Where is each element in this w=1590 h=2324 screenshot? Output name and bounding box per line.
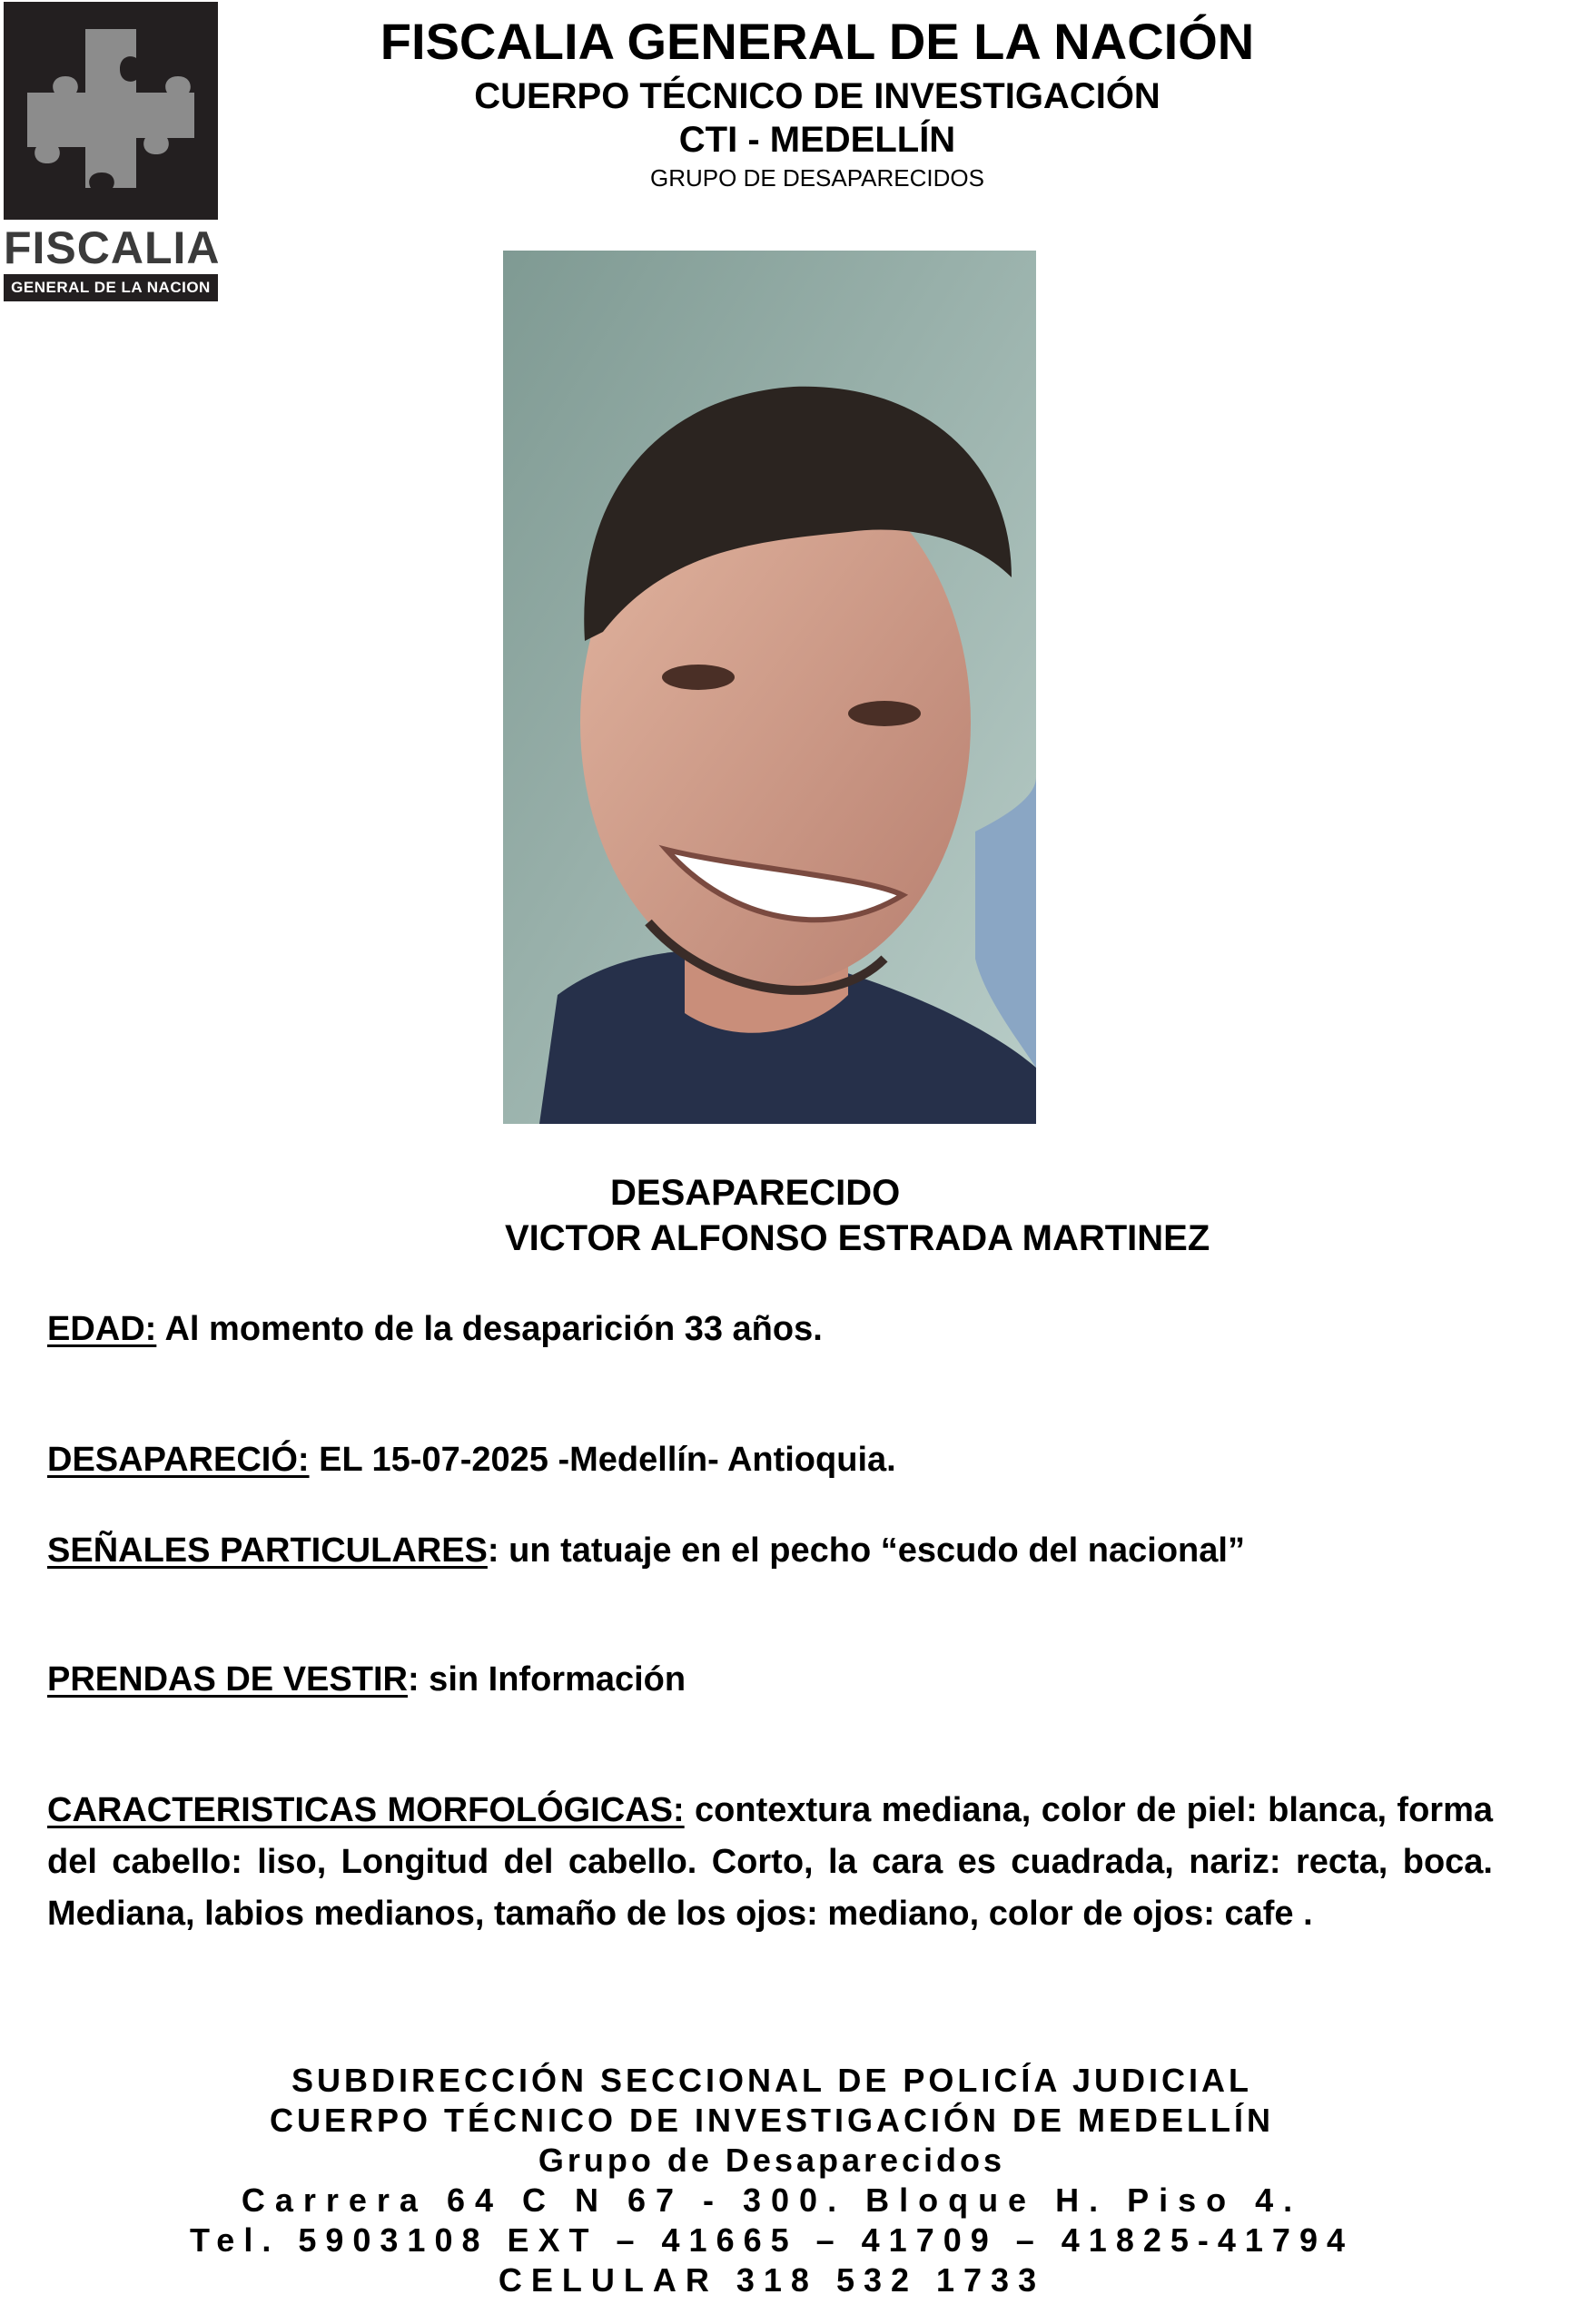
- missing-person-photo: [503, 251, 1036, 1124]
- field-senales: [47, 1529, 1245, 1572]
- footer-line-subdireccion: SUBDIRECCIÓN SECCIONAL DE POLICÍA JUDICIAL: [291, 2062, 1253, 2099]
- field-senales-label: SEÑALES PARTICULARES: [47, 1531, 488, 1570]
- field-desaparecio-label: DESAPARECIÓ:: [47, 1441, 310, 1479]
- person-name: VICTOR ALFONSO ESTRADA MARTINEZ: [505, 1218, 1210, 1258]
- logo-subtitle: GENERAL DE LA NACION: [4, 274, 218, 301]
- puzzle-piece-icon: [4, 2, 218, 220]
- field-prendas-value: : sin Información: [407, 1660, 686, 1699]
- field-desaparecio-value: EL 15-07-2025 -Medellín- Antioquia.: [309, 1441, 896, 1479]
- header-subtitle: CUERPO TÉCNICO DE INVESTIGACIÓN: [474, 76, 1160, 116]
- footer-line-cuerpo: CUERPO TÉCNICO DE INVESTIGACIÓN DE MEDELLÍN: [269, 2102, 1275, 2139]
- footer-line-address: Carrera 64 C N 67 - 300. Bloque H. Piso 4.: [241, 2181, 1303, 2219]
- field-morfologicas-label: CARACTERISTICAS MORFOLÓGICAS:: [47, 1791, 685, 1829]
- status-heading: DESAPARECIDO: [610, 1173, 901, 1213]
- field-edad-value: Al momento de la desaparición 33 años.: [156, 1310, 823, 1348]
- field-desaparecio: [47, 1438, 896, 1482]
- field-edad-label: EDAD:: [47, 1310, 157, 1348]
- logo-wordmark: FISCALIA: [4, 222, 221, 273]
- fiscalia-logo: [4, 2, 221, 303]
- field-prendas-label: PRENDAS DE VESTIR: [47, 1660, 408, 1699]
- field-morfologicas: [47, 1785, 1493, 1940]
- footer-line-phone: Tel. 5903108 EXT – 41665 – 41709 – 41825-41794: [189, 2221, 1354, 2259]
- header-office: CTI - MEDELLÍN: [678, 120, 956, 160]
- field-prendas: [47, 1658, 686, 1701]
- field-senales-value: : un tatuaje en el pecho “escudo del nacional”: [487, 1531, 1245, 1570]
- field-morfologicas-value: contextura mediana, color de piel: blanca, forma del cabello: liso, Longitud del cabello. Corto, la cara es cuadrada, nariz: recta, boca. Mediana, labios medianos, tamaño de los ojos: mediano, color de ojos: cafe .: [47, 1791, 1494, 1933]
- footer-line-grupo: Grupo de Desaparecidos: [538, 2142, 1006, 2179]
- footer-line-mobile: CELULAR 318 532 1733: [498, 2261, 1046, 2299]
- header-group: GRUPO DE DESAPARECIDOS: [650, 164, 984, 192]
- page-title: FISCALIA GENERAL DE LA NACIÓN: [380, 13, 1255, 70]
- field-edad: [47, 1307, 823, 1351]
